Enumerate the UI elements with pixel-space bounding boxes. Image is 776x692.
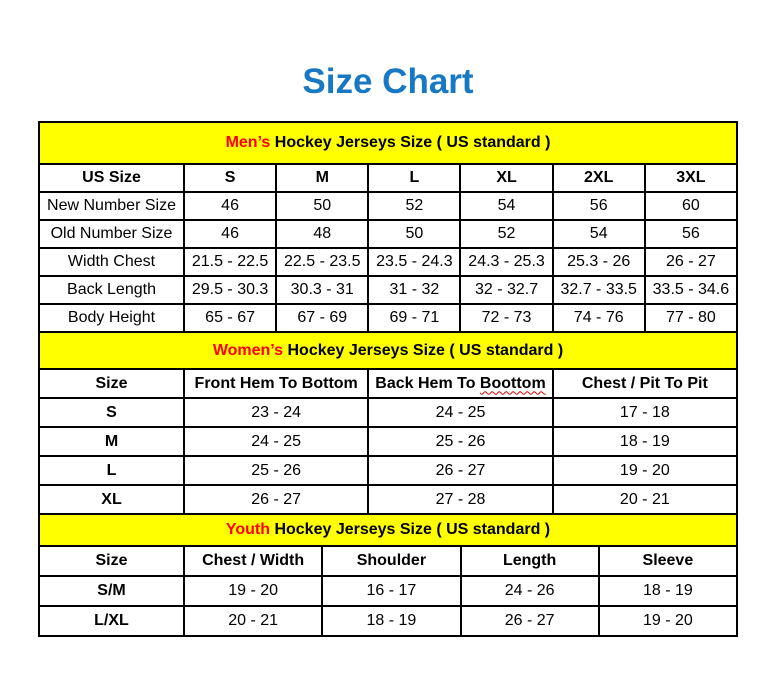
womens-column-header: [368, 369, 552, 398]
mens-value-cell: 52: [460, 220, 552, 248]
youth-banner-accent: Youth: [225, 521, 270, 539]
womens-table-row: [39, 485, 737, 514]
youth-row-label: L/XL: [39, 606, 184, 636]
mens-value-cell: 26 - 27: [645, 248, 737, 276]
mens-row-label: New Number Size: [39, 192, 184, 220]
youth-value-cell: 26 - 27: [461, 606, 599, 636]
youth-header-row: [39, 546, 737, 576]
youth-row-label: S/M: [39, 576, 184, 606]
mens-column-header: M: [276, 164, 368, 192]
womens-column-header: Size: [39, 369, 184, 398]
womens-value-cell: 19 - 20: [553, 456, 737, 485]
mens-value-cell: 22.5 - 23.5: [276, 248, 368, 276]
mens-value-cell: 31 - 32: [368, 276, 460, 304]
mens-value-cell: 32.7 - 33.5: [553, 276, 645, 304]
womens-value-cell: 23 - 24: [184, 398, 368, 427]
womens-row-label: S: [39, 398, 184, 427]
youth-value-cell: 24 - 26: [461, 576, 599, 606]
youth-value-cell: 19 - 20: [599, 606, 737, 636]
mens-value-cell: 25.3 - 26: [553, 248, 645, 276]
womens-column-header: Front Hem To Bottom: [184, 369, 368, 398]
size-chart-block: [38, 121, 738, 637]
youth-column-header: Chest / Width: [184, 546, 322, 576]
mens-banner: [39, 122, 737, 164]
mens-value-cell: 48: [276, 220, 368, 248]
womens-value-cell: 24 - 25: [368, 398, 552, 427]
mens-value-cell: 56: [645, 220, 737, 248]
mens-table-row: [39, 248, 737, 276]
youth-column-header: Length: [461, 546, 599, 576]
mens-banner-row: [39, 122, 737, 164]
youth-column-header: Size: [39, 546, 184, 576]
mens-value-cell: 29.5 - 30.3: [184, 276, 276, 304]
mens-value-cell: 50: [368, 220, 460, 248]
mens-column-header: 2XL: [553, 164, 645, 192]
mens-value-cell: 46: [184, 220, 276, 248]
youth-value-cell: 18 - 19: [322, 606, 460, 636]
mens-column-header: L: [368, 164, 460, 192]
youth-table-row: [39, 606, 737, 636]
mens-banner-accent: Men’s: [225, 134, 271, 152]
youth-value-cell: 19 - 20: [184, 576, 322, 606]
womens-value-cell: 26 - 27: [368, 456, 552, 485]
youth-size-table: [38, 513, 738, 637]
mens-column-header: US Size: [39, 164, 184, 192]
mens-value-cell: 72 - 73: [460, 304, 552, 332]
womens-value-cell: 25 - 26: [184, 456, 368, 485]
mens-value-cell: 21.5 - 22.5: [184, 248, 276, 276]
womens-value-cell: 18 - 19: [553, 427, 737, 456]
womens-table-row: [39, 398, 737, 427]
womens-column-header: Chest / Pit To Pit: [553, 369, 737, 398]
mens-value-cell: 24.3 - 25.3: [460, 248, 552, 276]
mens-value-cell: 60: [645, 192, 737, 220]
mens-column-header: XL: [460, 164, 552, 192]
mens-size-table: [38, 121, 738, 333]
youth-value-cell: 16 - 17: [322, 576, 460, 606]
womens-banner-text: Hockey Jerseys Size ( US standard ): [283, 341, 564, 359]
womens-banner-row: [39, 332, 737, 369]
womens-value-cell: 25 - 26: [368, 427, 552, 456]
mens-row-label: Width Chest: [39, 248, 184, 276]
youth-column-header: Sleeve: [599, 546, 737, 576]
misspelled-word: Boottom: [479, 374, 546, 392]
womens-table-row: [39, 427, 737, 456]
youth-banner: [39, 514, 737, 546]
mens-row-label: Back Length: [39, 276, 184, 304]
mens-value-cell: 65 - 67: [184, 304, 276, 332]
youth-column-header: Shoulder: [322, 546, 460, 576]
womens-row-label: M: [39, 427, 184, 456]
mens-value-cell: 56: [553, 192, 645, 220]
mens-table-row: [39, 220, 737, 248]
womens-value-cell: 17 - 18: [553, 398, 737, 427]
mens-column-header: S: [184, 164, 276, 192]
womens-table-row: [39, 456, 737, 485]
mens-value-cell: 23.5 - 24.3: [368, 248, 460, 276]
mens-value-cell: 74 - 76: [553, 304, 645, 332]
womens-banner: [39, 332, 737, 369]
mens-column-header: 3XL: [645, 164, 737, 192]
womens-row-label: L: [39, 456, 184, 485]
mens-row-label: Body Height: [39, 304, 184, 332]
mens-value-cell: 54: [553, 220, 645, 248]
mens-banner-text: Hockey Jerseys Size ( US standard ): [270, 134, 551, 152]
mens-row-label: Old Number Size: [39, 220, 184, 248]
header-text: Back Hem To: [375, 374, 480, 392]
mens-value-cell: 32 - 32.7: [460, 276, 552, 304]
womens-value-cell: 24 - 25: [184, 427, 368, 456]
womens-value-cell: 27 - 28: [368, 485, 552, 514]
mens-table-row: [39, 304, 737, 332]
mens-value-cell: 69 - 71: [368, 304, 460, 332]
womens-value-cell: 26 - 27: [184, 485, 368, 514]
mens-header-row: [39, 164, 737, 192]
mens-value-cell: 77 - 80: [645, 304, 737, 332]
youth-value-cell: 20 - 21: [184, 606, 322, 636]
mens-value-cell: 46: [184, 192, 276, 220]
page-title: Size Chart: [302, 62, 474, 101]
womens-row-label: XL: [39, 485, 184, 514]
mens-table-row: [39, 276, 737, 304]
youth-table-row: [39, 576, 737, 606]
womens-banner-accent: Women’s: [212, 341, 284, 359]
youth-value-cell: 18 - 19: [599, 576, 737, 606]
mens-value-cell: 52: [368, 192, 460, 220]
mens-value-cell: 30.3 - 31: [276, 276, 368, 304]
mens-value-cell: 50: [276, 192, 368, 220]
womens-header-row: [39, 369, 737, 398]
mens-table-row: [39, 192, 737, 220]
womens-size-table: [38, 331, 738, 515]
youth-banner-row: [39, 514, 737, 546]
youth-banner-text: Hockey Jerseys Size ( US standard ): [270, 521, 551, 539]
womens-value-cell: 20 - 21: [553, 485, 737, 514]
mens-value-cell: 33.5 - 34.6: [645, 276, 737, 304]
mens-value-cell: 54: [460, 192, 552, 220]
mens-value-cell: 67 - 69: [276, 304, 368, 332]
